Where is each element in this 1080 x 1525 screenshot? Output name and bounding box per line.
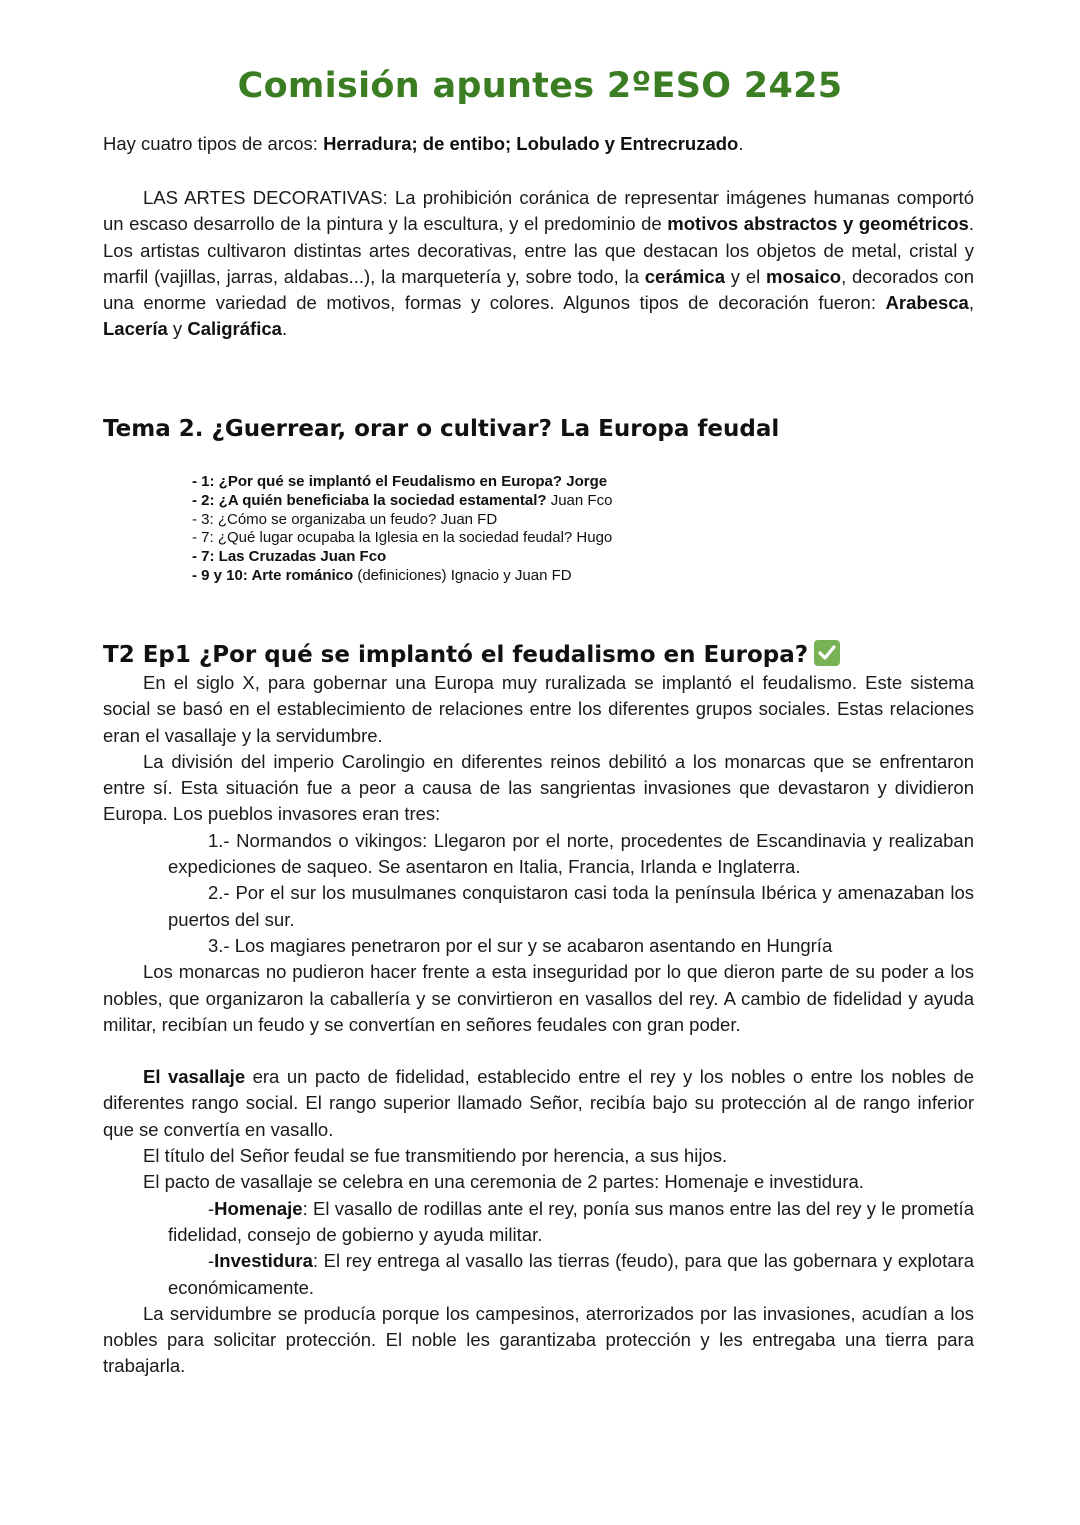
tema2-heading: Tema 2. ¿Guerrear, orar o cultivar? La Europa feudal xyxy=(103,416,780,442)
paragraph: Los monarcas no pudieron hacer frente a esta inseguridad por lo que dieron parte de su poder a los nobles, que organizaron la caballería y se convirtieron en vasallos del rey. A cambio de fidelidad y ayuda militar, recibían un feudo y se convertían en señores feudales con gran poder. xyxy=(103,961,974,1035)
assignment-item: - 7: ¿Qué lugar ocupaba la Iglesia en la sociedad feudal? Hugo xyxy=(192,529,613,547)
paragraph: La división del imperio Carolingio en diferentes reinos debilitó a los monarcas que se enfrentaron entre sí. Esta situación fue a peor a causa de las sangrientas invasiones que devastaron y dividieron Europa. Los pueblos invasores eran tres: xyxy=(103,750,974,825)
arcos-paragraph: Hay cuatro tipos de arcos: Herradura; de entibo; Lobulado y Entrecruzado. xyxy=(103,133,744,154)
invasor-item: 1.- Normandos o vikingos: Llegaron por el norte, procedentes de Escandinavia y realizaban expediciones de saqueo. Se asentaron en Italia, Francia, Irlanda e Inglaterra. xyxy=(168,829,974,878)
homenaje-item: -Homenaje: El vasallo de rodillas ante el rey, ponía sus manos entre las del rey y le prometía fidelidad, consejo de gobierno y ayuda militar. xyxy=(168,1197,974,1245)
invasor-item: 3.- Los magiares penetraron por el sur y se acabaron asentando en Hungría xyxy=(208,934,833,956)
paragraph: El pacto de vasallaje se celebra en una ceremonia de 2 partes: Homenaje e investidura. xyxy=(143,1171,864,1193)
assignment-item: - 3: ¿Cómo se organizaba un feudo? Juan FD xyxy=(192,510,498,528)
assignment-item: - 7: Las Cruzadas Juan Fco xyxy=(192,548,387,566)
assignment-item: - 9 y 10: Arte románico (definiciones) Ignacio y Juan FD xyxy=(192,566,572,584)
paragraph: En el siglo X, para gobernar una Europa muy ruralizada se implantó el feudalismo. Este sistema social se basó en el establecimiento de relaciones entre los diferentes grupos sociales. Estas relaciones eran el vasallaje y la servidumbre. xyxy=(103,672,974,746)
arcos-types: Herradura; de entibo; Lobulado y Entrecruzado xyxy=(323,133,739,154)
paragraph: La servidumbre se producía porque los campesinos, aterrorizados por las invasiones, acudían a los nobles para solicitar protección. El noble les garantizaba protección y les entregaba una tierra para trabajarla. xyxy=(103,1302,974,1377)
assignment-item: - 2: ¿A quién beneficiaba la sociedad estamental? Juan Fco xyxy=(192,491,613,509)
document-title: Comisión apuntes 2ºESO 2425 xyxy=(237,66,843,106)
ep1-heading: T2 Ep1 ¿Por qué se implantó el feudalismo en Europa? xyxy=(103,640,840,668)
investidura-item: -Investidura: El rey entrega al vasallo las tierras (feudo), para que las gobernara y explotara económicamente. xyxy=(168,1250,974,1298)
assignment-item: - 1: ¿Por qué se implantó el Feudalismo en Europa? Jorge xyxy=(192,473,608,490)
assignment-list xyxy=(192,473,612,586)
vasallaje-paragraph: El vasallaje era un pacto de fidelidad, establecido entre el rey y los nobles o entre los nobles de diferentes rango social. El rango superior llamado Señor, recibía bajo su protección al de rango inferior que se convertía en vasallo. xyxy=(103,1066,974,1140)
check-mark-icon xyxy=(814,640,840,666)
ep1-body xyxy=(103,670,974,1380)
paragraph: El título del Señor feudal se fue transmitiendo por herencia, a sus hijos. xyxy=(143,1145,728,1167)
artes-decorativas-paragraph: LAS ARTES DECORATIVAS: La prohibición coránica de representar imágenes humanas comportó un escaso desarrollo de la pintura y la escultura, y el predominio de motivos abstractos y geométricos. Los artistas cultivaron distintas artes decorativas, entre las que destacan los objetos de metal, cristal y marfil (vajillas, jarras, aldabas...), la marquetería y, sobre todo, la cerámica y el mosaico, decorados con una enorme variedad de motivos, formas y colores. Algunos tipos de decoración fueron: Arabesca, Lacería y Caligráfica. xyxy=(103,187,974,340)
invasor-item: 2.- Por el sur los musulmanes conquistaron casi toda la península Ibérica y amenazaban los puertos del sur. xyxy=(168,882,974,930)
